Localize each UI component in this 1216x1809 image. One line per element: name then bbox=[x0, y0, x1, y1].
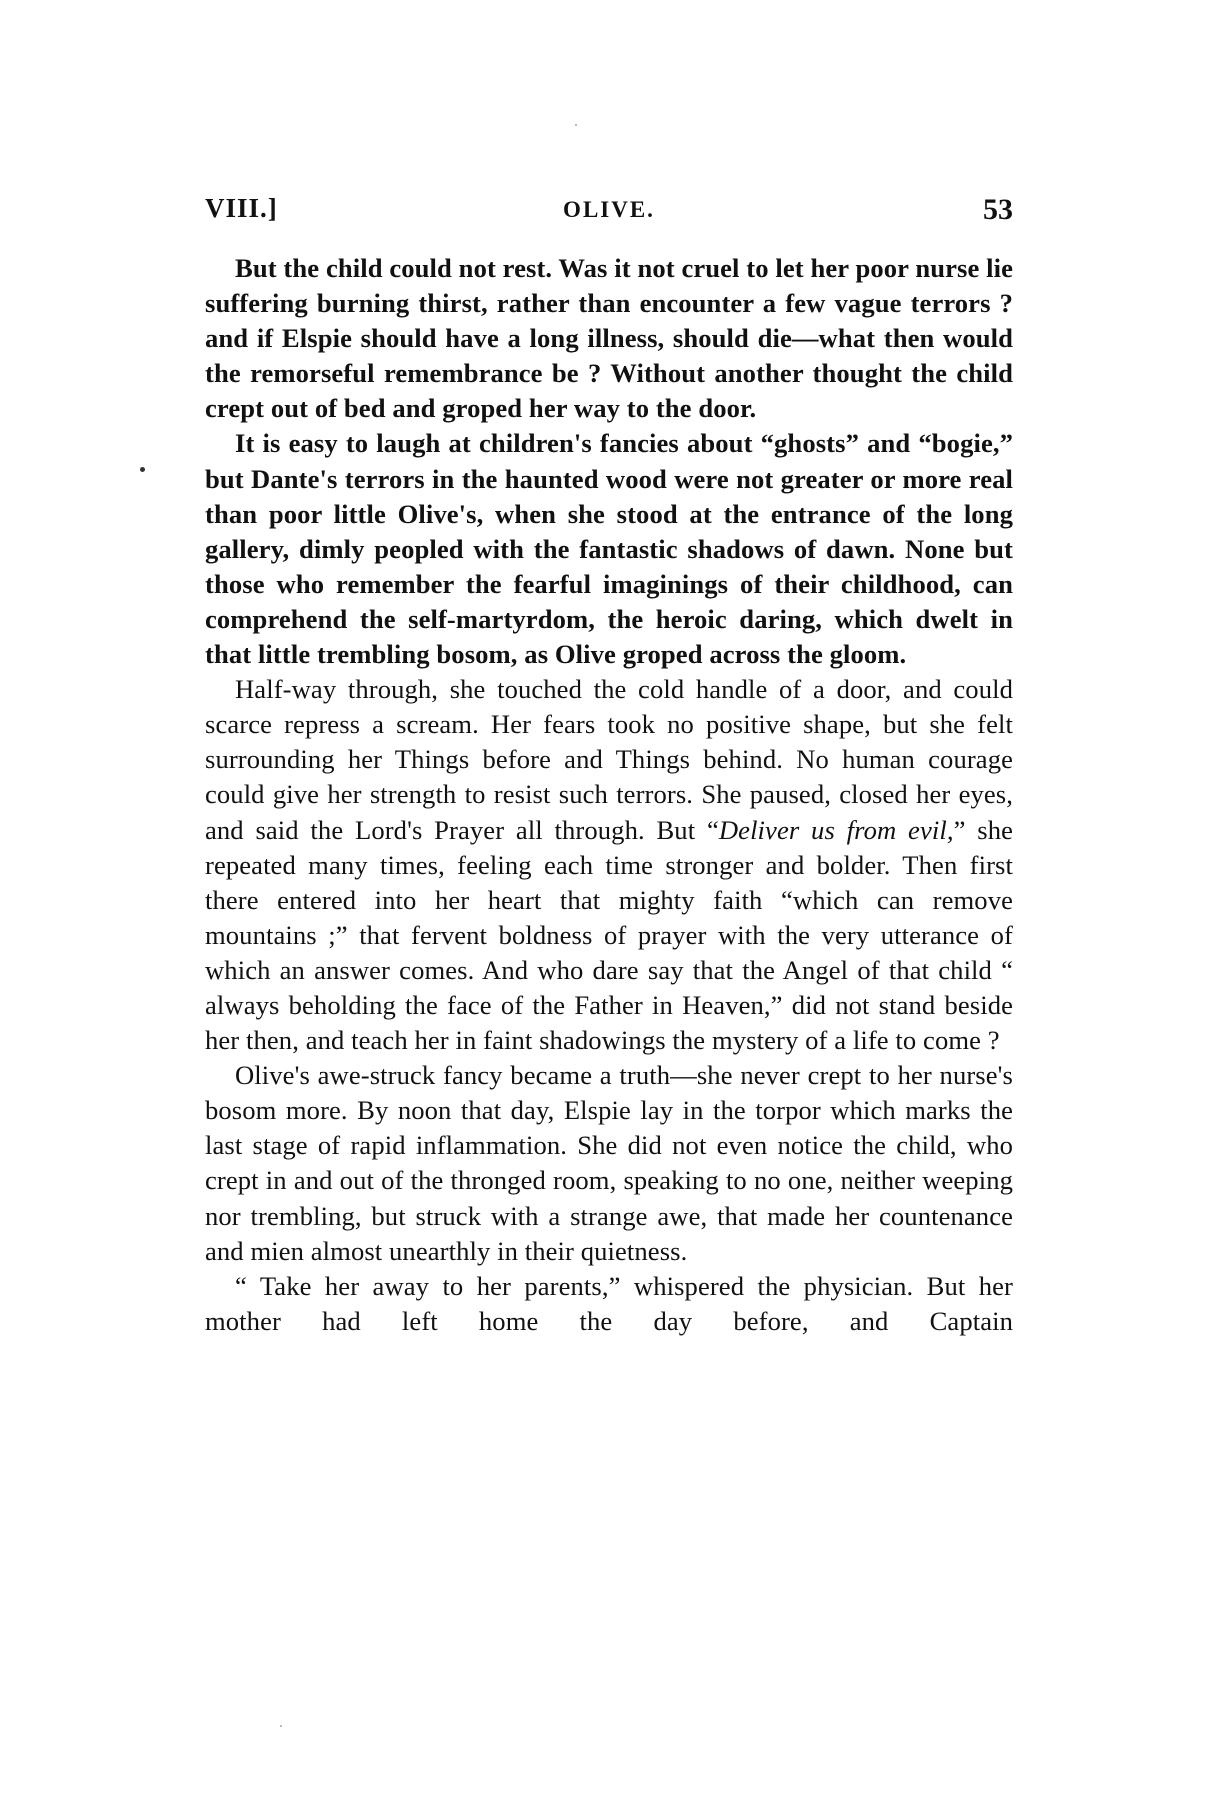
paper-speck bbox=[280, 1725, 282, 1727]
paper-speck bbox=[575, 124, 577, 126]
running-title: OLIVE. bbox=[563, 197, 655, 222]
paragraph-3-end: ” she repeated many times, feeling each time stronger and bolder. Then first there entered into her heart that mighty faith “which can remove mountains ;” that fervent boldness of prayer with the very utterance of which an answer comes. And who dare say that the Angel of that child “ always beholding the face of the Father in Heaven,” did not stand beside her then, and teach her in faint shadowings the mystery of a life to come ? bbox=[205, 814, 1013, 1056]
margin-dot bbox=[140, 467, 145, 472]
paragraph-5: “ Take her away to her parents,” whispered the physician. But her mother had left home the day before, and Captain bbox=[205, 1270, 1013, 1336]
paragraph-3 bbox=[205, 672, 1013, 1058]
running-head bbox=[205, 193, 1013, 237]
body-text bbox=[205, 251, 1013, 1751]
paragraph-3-start: Half-way through, she touched the cold handle of a door, and could scarce repress a scream. Her fears took no positive shape, but she felt surrounding her Things before and Things behind. No human courage could give her strength to resist such terrors. She paused, closed her eyes, and said the Lord's Prayer all through. But “ bbox=[205, 674, 1013, 845]
paragraph-4: Olive's awe-struck fancy became a truth—she never crept to her nurse's bosom more. By noon that day, Elspie lay in the torpor which marks the last stage of rapid inflammation. She did not even notice the child, who crept in and out of the thronged room, speaking to no one, neither weeping nor trembling, but struck with a strange awe, that made her countenance and mien almost unearthly in their quietness. bbox=[205, 1060, 1013, 1266]
paragraph-1: But the child could not rest. Was it not cruel to let her poor nurse lie suffering burning thirst, rather than encounter a few vague terrors ? and if Elspie should have a long illness, should die—what then would the remorseful remembrance be ? Without another thought the child crept out of bed and groped her way to the door. bbox=[205, 253, 1013, 424]
chapter-marker: VIII.] bbox=[205, 193, 278, 223]
paragraph-2: It is easy to laugh at children's fancies about “ghosts” and “bogie,” but Dante's terrors in the haunted wood were not greater or more real than poor little Olive's, when she stood at the entrance of the long gallery, dimly peopled with the fantastic shadows of dawn. None but those who remember the fearful imaginings of their childhood, can comprehend the self-martyrdom, the heroic daring, which dwelt in that little trembling bosom, as Olive groped across the gloom. bbox=[205, 428, 1013, 670]
italic-phrase: Deliver us from evil, bbox=[718, 814, 954, 845]
page-number: 53 bbox=[983, 193, 1013, 226]
